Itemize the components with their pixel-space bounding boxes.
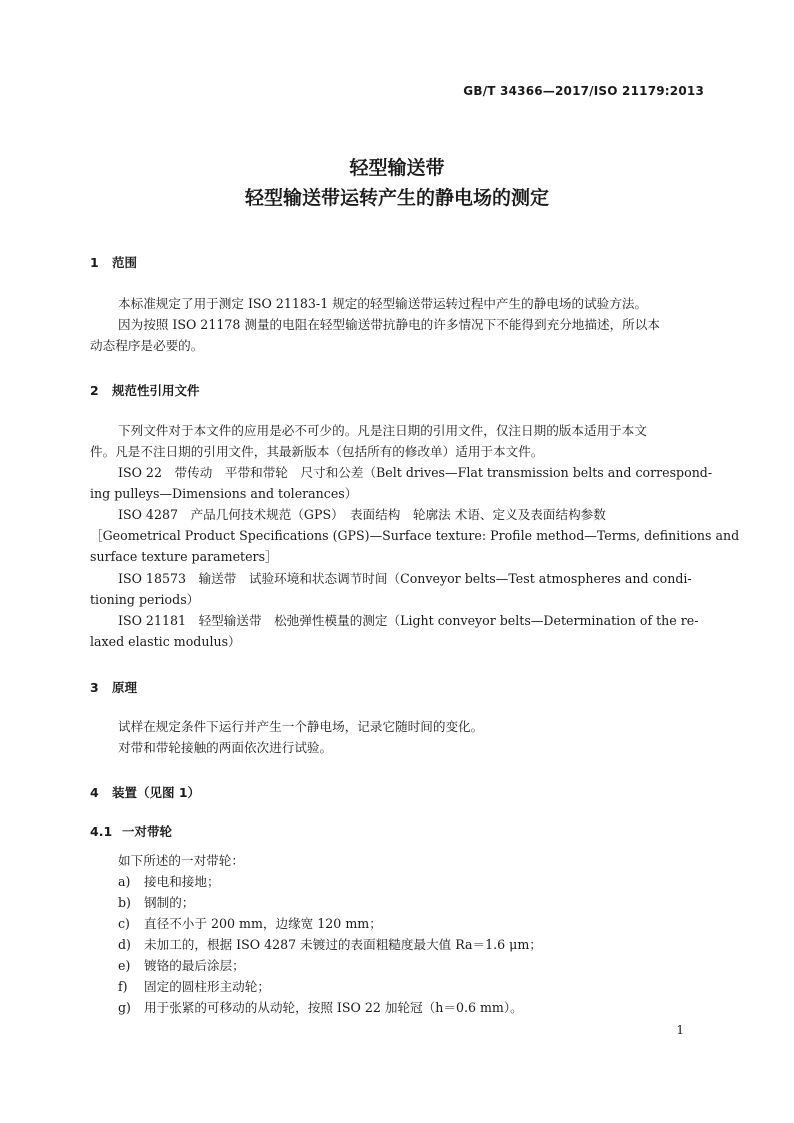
list-text: 未加工的，根据 ISO 4287 未镀过的表面粗糙度最大值 Ra＝1.6 μm；: [144, 937, 542, 952]
document-title-line2: 轻型输送带运转产生的静电场的测定: [244, 187, 549, 209]
list-text: 钢制的；: [144, 895, 195, 910]
section-number: 4: [90, 785, 99, 800]
list-text: 直径不小于 200 mm，边缘宽 120 mm；: [144, 916, 382, 931]
paragraph-line: 动态程序是必要的。: [90, 338, 204, 353]
reference-line: ISO 21181 轻型输送带 松弛弹性模量的测定（Light conveyor belts—Determination of the re-: [118, 613, 699, 628]
list-item: [118, 1000, 523, 1016]
paragraph-line: 件。凡是不注日期的引用文件，其最新版本（包括所有的修改单）适用于本文件。: [90, 444, 544, 459]
paragraph-line: 如下所述的一对带轮：: [118, 853, 244, 868]
list-item: [118, 874, 220, 890]
paragraph-line: 对带和带轮接触的两面依次进行试验。: [118, 740, 333, 755]
list-marker: e): [118, 958, 131, 973]
page-number: 1: [676, 1023, 684, 1037]
reference-line: ISO 22 带传动 平带和带轮 尺寸和公差（Belt drives—Flat transmission belts and correspond-: [118, 465, 713, 480]
list-item: [118, 958, 245, 974]
section-4-heading: [90, 783, 200, 801]
paragraph-line: 本标准规定了用于测定 ISO 21183-1 规定的轻型输送带运转过程中产生的静电场的试验方法。: [118, 296, 648, 311]
paragraph-line: 下列文件对于本文件的应用是必不可少的。凡是注日期的引用文件，仅注日期的版本适用于本文: [118, 423, 647, 438]
reference-line: laxed elastic modulus）: [90, 634, 241, 649]
list-marker: f): [118, 979, 128, 994]
section-title: 原理: [112, 680, 138, 695]
section-number: 2: [90, 383, 99, 398]
list-item: [118, 916, 382, 932]
reference-line: surface texture parameters］: [90, 549, 278, 564]
section-title: 范围: [112, 255, 138, 270]
list-marker: g): [118, 1000, 131, 1015]
section-title: 规范性引用文件: [112, 383, 200, 398]
list-marker: d): [118, 937, 131, 952]
section-3-heading: [90, 678, 137, 696]
list-item: [118, 895, 194, 911]
list-text: 镀铬的最后涂层；: [144, 958, 245, 973]
reference-line: ing pulleys—Dimensions and tolerances）: [90, 486, 358, 501]
section-4-1-heading: [90, 822, 172, 840]
section-number: 1: [90, 255, 99, 270]
reference-line: ISO 4287 产品几何技术规范（GPS） 表面结构 轮廓法 术语、定义及表面结构参数: [118, 507, 606, 522]
section-2-heading: [90, 381, 200, 399]
standard-number: GB/T 34366—2017/ISO 21179:2013: [463, 84, 704, 98]
list-text: 接电和接地；: [144, 874, 220, 889]
list-marker: c): [118, 916, 130, 931]
reference-line: ISO 18573 输送带 试验环境和状态调节时间（Conveyor belts—Test atmospheres and condi-: [118, 571, 692, 586]
reference-line: ［Geometrical Product Specifications (GPS)—Surface texture: Profile method—Terms, definitions and: [90, 528, 740, 543]
list-item: [118, 937, 542, 953]
paragraph-line: 试样在规定条件下运行并产生一个静电场，记录它随时间的变化。: [118, 719, 484, 734]
section-number: 3: [90, 680, 99, 695]
document-title-line1: 轻型输送带: [349, 157, 445, 179]
section-title: 装置（见图 1）: [112, 785, 201, 800]
list-marker: a): [118, 874, 131, 889]
section-number: 4.1: [90, 824, 113, 839]
reference-line: tioning periods）: [90, 592, 200, 607]
list-marker: b): [118, 895, 131, 910]
list-item: [118, 979, 270, 995]
paragraph-line: 因为按照 ISO 21178 测量的电阻在轻型输送带抗静电的许多情况下不能得到充分地描述，所以本: [118, 317, 660, 332]
list-text: 用于张紧的可移动的从动轮，按照 ISO 22 加轮冠（h＝0.6 mm）。: [144, 1000, 523, 1015]
list-text: 固定的圆柱形主动轮；: [144, 979, 270, 994]
section-1-heading: [90, 253, 137, 271]
section-title: 一对带轮: [122, 824, 173, 839]
